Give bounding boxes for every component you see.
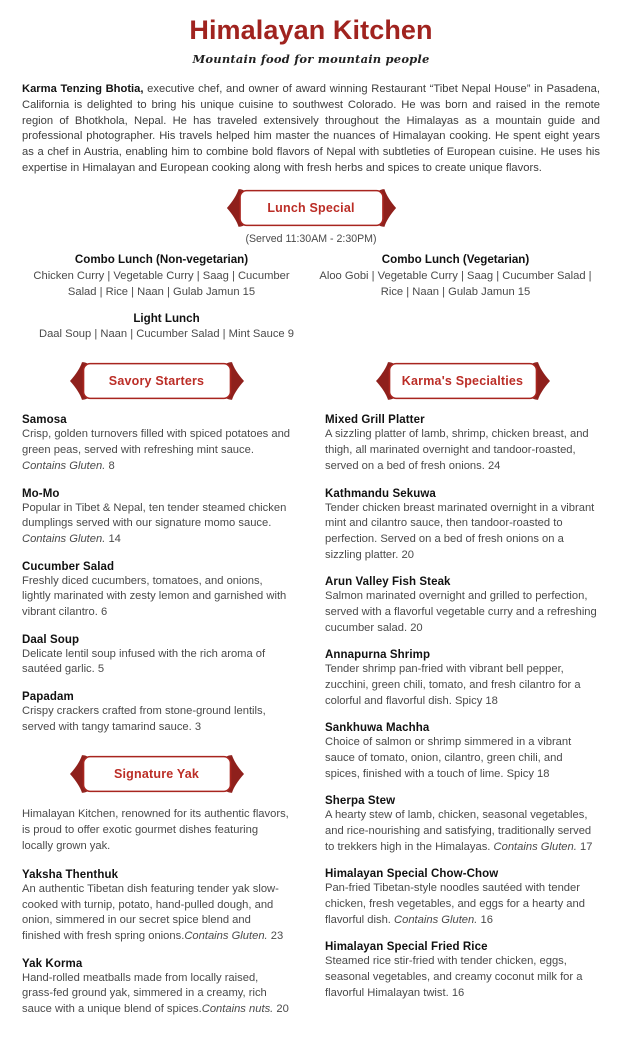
combo-lunch-nonveg-heading: Combo Lunch (Non-vegetarian) [74,253,249,267]
menu-item-name: Sherpa Stew [325,795,396,808]
allergen-note: Contains Gluten. [394,913,478,926]
chef-intro-paragraph [22,82,600,177]
menu-item-price: 8 [105,459,115,472]
menu-item-name: Mo-Mo [22,487,60,500]
menu-item [325,868,600,928]
menu-item-name: Cucumber Salad [22,560,115,573]
signature-yak-section [22,753,291,1017]
savory-starters-banner-label: Savory Starters [108,373,205,388]
menu-item-name: Daal Soup [22,633,80,646]
left-column [22,360,311,1030]
menu-page [0,16,622,1040]
light-lunch-items: Daal Soup | Naan | Cucumber Salad | Mint Sauce 9 [39,328,294,341]
menu-item [22,634,291,678]
karmas-specialties-items [325,414,600,1001]
menu-item-name: Annapurna Shrimp [325,649,431,662]
menu-item-name: Kathmandu Sekuwa [325,487,436,500]
menu-item-desc: Tender chicken breast marinated overnight in a vibrant mint and cilantro sauce, then tandoor-roasted to perfection. Served on a bed of fresh onions on a sizzling platter. 20 [325,501,595,561]
tagline: Mountain food for mountain people [192,51,430,66]
menu-item [22,488,291,548]
menu-item-desc: Crisp, golden turnovers filled with spiced potatoes and green peas, served with refreshing mint sauce. Contains Gluten. 8 [22,428,291,472]
chef-intro-text: executive chef, and owner of award winning Restaurant “Tibet Nepal House” in Pasadena, California is delighted to bring his unique cuisine to southwest Colorado. He was born and raised in the remote region of Bhotkhola, Nepal. He has traveled extensively throughout the Himalayas as a mountain guide and professional photographer. His travels helped him master the nuances of Himalayan cooking. He spent eight years as a chef in Austria, enabling him to combine bold flavors of Nepal with subtleties of European cuisine. He uses his expertise in Himalayan and European cooking along with fresh herbs and spices to create unique flavors. [22,82,600,175]
lunch-served-hours: (Served 11:30AM - 2:30PM) [245,233,377,246]
savory-starters-items [22,414,291,735]
menu-item-desc: Delicate lentil soup infused with the rich aroma of sautéed garlic. 5 [22,647,266,676]
menu-item-price: 14 [105,532,121,545]
allergen-note: Contains Gluten. [493,840,577,853]
menu-item [325,488,600,564]
chef-name: Karma Tenzing Bhotia, [22,82,144,95]
combo-lunch-nonveg-items: Chicken Curry | Vegetable Curry | Saag | Cucumber Salad | Rice | Naan | Gulab Jamun 15 [33,270,290,298]
signature-yak-intro: Himalayan Kitchen, renowned for its authentic flavors, is proud to offer exotic gourmet dishes featuring locally grown yak. [22,808,289,853]
menu-item [22,691,291,735]
karmas-specialties-banner [373,360,553,402]
menu-item [325,649,600,709]
menu-item [325,722,600,782]
lunch-special-section [22,187,600,342]
menu-item-price: 17 [576,840,593,853]
allergen-note: Contains nuts. [201,1002,274,1015]
menu-item-desc: A sizzling platter of lamb, shrimp, chicken breast, and thigh, all marinated overnight and tandoor-roasted, served on a bed of fresh onions. 24 [325,428,589,472]
savory-starters-banner [67,360,247,402]
menu-item-price: 16 [477,913,493,926]
menu-item [22,869,291,945]
menu-item-desc: Popular in Tibet & Nepal, ten tender steamed chicken dumplings served with our signature momo sauce. Contains Gluten. 14 [22,501,287,545]
page-title: Himalayan Kitchen [189,15,433,45]
menu-item [22,414,291,474]
combo-lunch-row [22,253,600,300]
menu-item [325,795,600,855]
lunch-special-banner-label: Lunch Special [267,200,355,215]
menu-item-desc: Pan-fried Tibetan-style noodles sautéed with tender chicken, fresh vegetables, and eggs for a hearty and flavorful dish. Contains Gluten. 16 [325,882,585,926]
allergen-note: Contains Gluten. [184,929,268,942]
menu-item-name: Sankhuwa Machha [325,722,430,735]
menu-item [325,414,600,474]
allergen-note: Contains Gluten. [22,532,106,545]
lunch-special-banner [224,187,399,229]
menu-item-name: Himalayan Special Chow-Chow [325,868,499,881]
menu-item-name: Samosa [22,414,67,427]
menu-item-name: Yaksha Thenthuk [22,868,119,881]
menu-item-name: Yak Korma [22,957,83,970]
allergen-note: Contains Gluten. [22,459,106,472]
menu-item-name: Arun Valley Fish Steak [325,576,451,589]
karmas-specialties-section [325,360,600,402]
karmas-specialties-banner-label: Karma's Specialties [401,373,524,388]
menu-item [325,576,600,636]
light-lunch-heading: Light Lunch [133,312,200,326]
combo-lunch-veg-heading: Combo Lunch (Vegetarian) [381,253,530,267]
menu-item-price: 20 [273,1002,289,1015]
signature-yak-banner [67,753,247,795]
menu-item-price: 23 [267,929,284,942]
menu-item-desc: Crispy crackers crafted from stone-ground lentils, served with tangy tamarind sauce. 3 [22,704,266,733]
menu-item-name: Himalayan Special Fried Rice [325,941,488,954]
menu-item [22,958,291,1018]
menu-item-desc: An authentic Tibetan dish featuring tender yak slow-cooked with turnip, potato, hand-pulled dough, and onion, simmered in our secret spice blend and finished with fresh spring onions.Contains Gluten. 23 [22,882,284,942]
right-column [311,360,600,1030]
menu-item-desc: Hand-rolled meatballs made from locally raised, grass-fed ground yak, simmered in a creamy, rich sauce with a unique blend of spices.Contains nuts. 20 [22,971,289,1015]
combo-lunch-veg-items: Aloo Gobi | Vegetable Curry | Saag | Cucumber Salad | Rice | Naan | Gulab Jamun 15 [319,270,592,298]
savory-starters-section [22,360,291,402]
light-lunch [22,312,311,342]
signature-yak-banner-label: Signature Yak [113,766,200,781]
menu-item [325,941,600,1001]
menu-item-desc: Salmon marinated overnight and grilled to perfection, served with a flavorful vegetable curry and a refreshing cucumber salad. 20 [325,590,597,634]
menu-item-desc: Steamed rice stir-fried with tender chicken, eggs, seasonal vegetables, and creamy coconut milk for a flavorful Himalayan twist. 16 [325,955,583,999]
menu-item-desc: Tender shrimp pan-fried with vibrant bell pepper, zucchini, green chili, tomato, and fresh cilantro for a colorful and flavorful dish. Spicy 18 [325,663,581,707]
menu-columns [22,360,600,1030]
combo-lunch-veg [311,253,600,300]
menu-item-name: Papadam [22,690,74,703]
menu-item-name: Mixed Grill Platter [325,414,425,427]
menu-item-desc: Choice of salmon or shrimp simmered in a vibrant sauce of tomato, onion, cilantro, green chili, and spices, finished with a touch of lime. Spicy 18 [325,736,572,780]
menu-item-desc: A hearty stew of lamb, chicken, seasonal vegetables, and rice-nourishing and satisfying, traditionally served to trekkers high in the Himalayas. Contains Gluten. 17 [325,809,593,853]
menu-item [22,561,291,621]
menu-item-desc: Freshly diced cucumbers, tomatoes, and onions, lightly marinated with zesty lemon and garnished with vibrant cilantro. 6 [22,574,287,618]
combo-lunch-nonveg [22,253,311,300]
